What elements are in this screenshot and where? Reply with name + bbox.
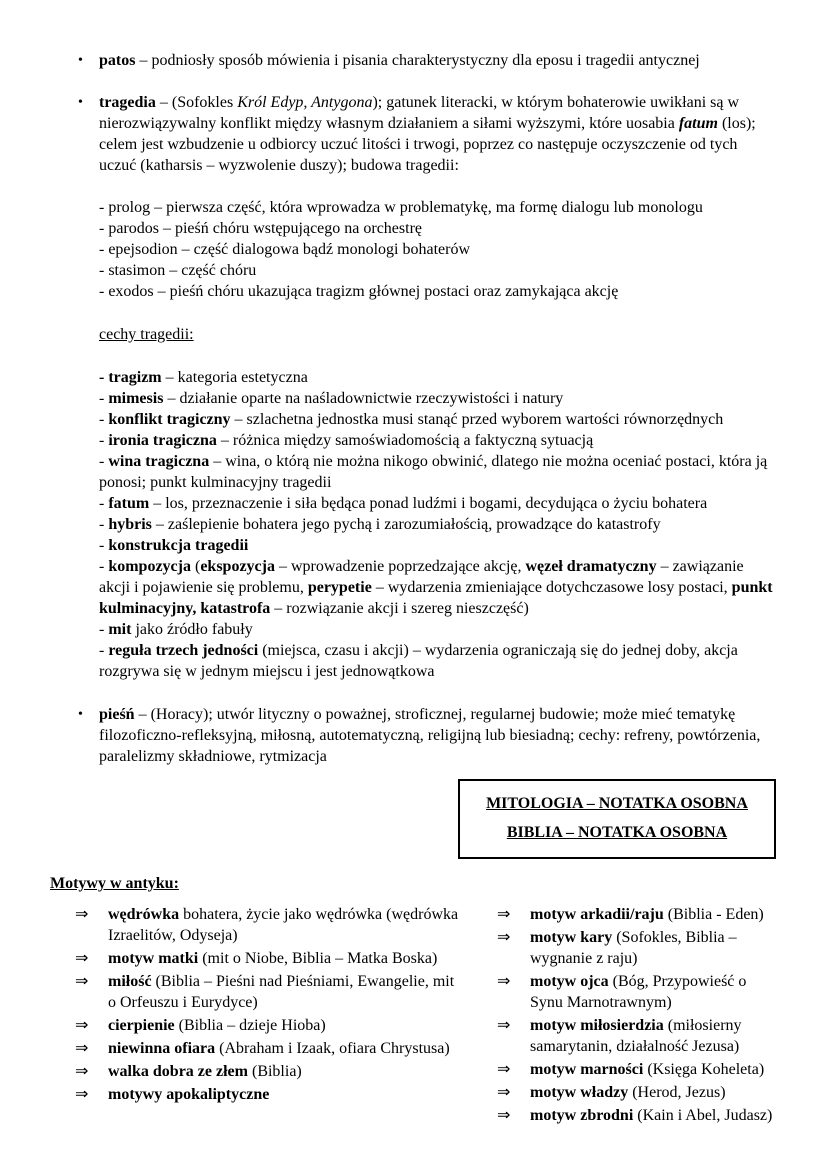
motif-text: wędrówka bohatera, życie jako wędrówka (wędrówka Izraelitów, Odyseja) [108, 906, 459, 944]
motif-item-arkadia-raj [497, 904, 778, 925]
feature-regula-trzech-jednosci: - reguła trzech jedności (miejsca, czasu i akcji) – wydarzenia ograniczają się do jednej doby, akcja rozgrywa się w jednym miejscu i jest jednowątkowa [99, 642, 742, 680]
motif-item-milosc [75, 971, 465, 1013]
bullet-item-tragedia [78, 92, 778, 176]
double-arrow-icon: ⇒ [497, 906, 511, 923]
feature-tragizm: - tragizm – kategoria estetyczna [99, 369, 308, 386]
bullet-icon: • [78, 95, 83, 110]
feature-ironia-tragiczna: - ironia tragiczna – różnica między samoświadomością a faktyczną sytuacją [99, 432, 594, 449]
motif-text: motyw ojca (Bóg, Przypowieść o Synu Marnotrawnym) [530, 973, 747, 1011]
double-arrow-icon: ⇒ [75, 973, 89, 990]
motywy-w-antyku-heading: Motywy w antyku: [50, 875, 179, 892]
motif-item-cierpienie [75, 1015, 465, 1036]
feature-konflikt-tragiczny: - konflikt tragiczny – szlachetna jednostka musi stanąć przed wyborem wartości równorzędnych [99, 411, 724, 428]
motif-item-motyw-matki [75, 948, 465, 969]
motifs-column-left [75, 904, 465, 1128]
double-arrow-icon: ⇒ [497, 1084, 511, 1101]
feature-hybris: - hybris – zaślepienie bohatera jego pychą i zarozumiałością, prowadzące do katastrofy [99, 516, 661, 533]
double-arrow-icon: ⇒ [75, 906, 89, 923]
double-arrow-icon: ⇒ [75, 1063, 89, 1080]
motif-item-wedrowka [75, 904, 465, 946]
motif-item-motyw-kary [497, 927, 778, 969]
note-box-line-biblia: BIBLIA – NOTATKA OSOBNA [506, 824, 728, 841]
motif-item-motyw-zbrodni [497, 1105, 778, 1126]
motif-item-motyw-marnosci [497, 1059, 778, 1080]
feature-kompozycja: - kompozycja (ekspozycja – wprowadzenie poprzedzające akcję, węzeł dramatyczny – zawiązanie akcji i pojawienie się problemu, perypetie – wydarzenia zmieniające dotychczasowe losy postaci, punkt kulminacyjny, katastrofa – rozwiązanie akcji i szereg nieszczęść) [99, 558, 777, 617]
bullet-item-patos [78, 50, 778, 71]
double-arrow-icon: ⇒ [497, 973, 511, 990]
double-arrow-icon: ⇒ [497, 1061, 511, 1078]
structure-line-exodos: - exodos – pieśń chóru ukazująca tragizm głównej postaci oraz zamykająca akcję [99, 283, 619, 300]
tragedy-structure-list [99, 197, 778, 302]
feature-mimesis: - mimesis – działanie oparte na naśladownictwie rzeczywistości i natury [99, 390, 564, 407]
cechy-tragedii-heading: cechy tragedii: [99, 326, 194, 343]
motif-item-motyw-ojca [497, 971, 778, 1013]
motif-text: motyw kary (Sofokles, Biblia – wygnanie z raju) [530, 929, 737, 967]
motif-text: motyw matki (mit o Niobe, Biblia – Matka Boska) [108, 950, 438, 967]
motif-text: motyw arkadii/raju (Biblia - Eden) [530, 906, 764, 923]
motif-text: motyw władzy (Herod, Jezus) [530, 1084, 726, 1101]
bullet-item-piesn [78, 704, 778, 767]
structure-line-parodos: - parodos – pieśń chóru wstępującego na orchestrę [99, 220, 422, 237]
motif-text: motywy apokaliptyczne [108, 1086, 270, 1103]
definition-patos: patos – podniosły sposób mówienia i pisania charakterystyczny dla eposu i tragedii antycznej [99, 52, 700, 69]
double-arrow-icon: ⇒ [75, 950, 89, 967]
double-arrow-icon: ⇒ [75, 1040, 89, 1057]
bullet-icon: • [78, 707, 83, 722]
double-arrow-icon: ⇒ [497, 1017, 511, 1034]
motif-item-walka-dobra-ze-zlem [75, 1061, 465, 1082]
feature-konstrukcja-tragedii: - konstrukcja tragedii [99, 537, 249, 554]
double-arrow-icon: ⇒ [497, 929, 511, 946]
bullet-icon: • [78, 53, 83, 68]
structure-line-prolog: - prolog – pierwsza część, która wprowadza w problematykę, ma formę dialogu lub monologu [99, 199, 703, 216]
note-box [458, 779, 776, 859]
motifs-column-right [497, 904, 778, 1128]
motif-text: motyw marności (Księga Koheleta) [530, 1061, 765, 1078]
double-arrow-icon: ⇒ [497, 1107, 511, 1124]
motif-text: miłość (Biblia – Pieśni nad Pieśniami, Ewangelie, mit o Orfeuszu i Eurydyce) [108, 973, 455, 1011]
feature-mit: - mit jako źródło fabuły [99, 621, 253, 638]
definition-piesn: pieśń – (Horacy); utwór lityczny o poważnej, stroficznej, regularnej budowie; może mieć tematykę filozoficzno-refleksyjną, miłosną, autotematyczną, religijną lub biesiadną; cechy: refreny, powtórzenia, paralelizmy składniowe, rytmizacja [99, 706, 761, 765]
double-arrow-icon: ⇒ [75, 1086, 89, 1103]
motifs-columns [50, 904, 778, 1128]
feature-fatum: - fatum – los, przeznaczenie i siła będąca ponad ludźmi i bogami, decydująca o życiu bohatera [99, 495, 708, 512]
motif-item-motyw-wladzy [497, 1082, 778, 1103]
motif-item-motyw-milosierdzia [497, 1015, 778, 1057]
motif-text: motyw miłosierdzia (miłosierny samarytanin, działalność Jezusa) [530, 1017, 742, 1055]
motif-text: motyw zbrodni (Kain i Abel, Judasz) [530, 1107, 773, 1124]
motif-item-niewinna-ofiara [75, 1038, 465, 1059]
feature-wina-tragiczna: - wina tragiczna – wina, o którą nie można nikogo obwinić, dlatego nie można oceniać postaci, która ją ponosi; punkt kulminacyjny tragedii [99, 453, 772, 491]
motif-text: cierpienie (Biblia – dzieje Hioba) [108, 1017, 326, 1034]
motif-item-motywy-apokaliptyczne [75, 1084, 465, 1105]
structure-line-epejsodion: - epejsodion – część dialogowa bądź monologi bohaterów [99, 241, 470, 258]
structure-line-stasimon: - stasimon – część chóru [99, 262, 257, 279]
motif-text: walka dobra ze złem (Biblia) [108, 1063, 302, 1080]
double-arrow-icon: ⇒ [75, 1017, 89, 1034]
motif-text: niewinna ofiara (Abraham i Izaak, ofiara Chrystusa) [108, 1040, 450, 1057]
tragedy-features-list [99, 367, 778, 682]
note-box-line-mitologia: MITOLOGIA – NOTATKA OSOBNA [486, 795, 748, 812]
definition-tragedia: tragedia – (Sofokles Król Edyp, Antygona); gatunek literacki, w którym bohaterowie uwikłani są w nierozwiązywalny konflikt między własnym działaniem a siłami wyższymi, które uosabia fatum (los); celem jest wzbudzenie u odbiorcy uczuć litości i trwogi, poprzez co następuje oczyszczenie od tych uczuć (katharsis – wyzwolenie duszy); budowa tragedii: [99, 94, 756, 174]
